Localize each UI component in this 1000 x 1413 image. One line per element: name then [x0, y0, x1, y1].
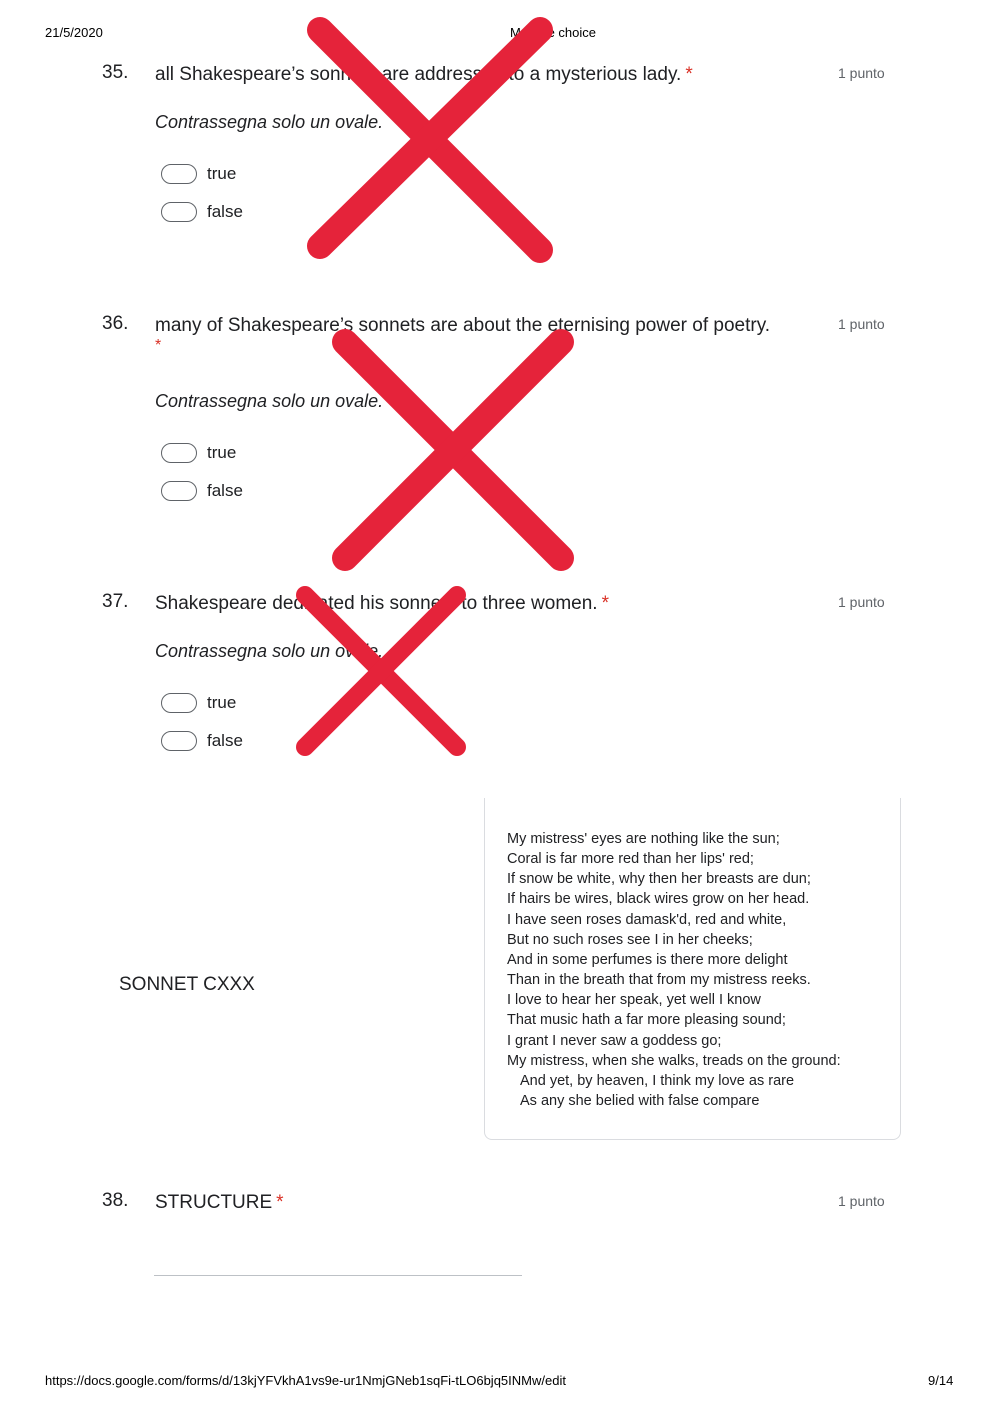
poem-line: Than in the breath that from my mistress reeks. — [507, 972, 811, 989]
cross-stroke — [305, 595, 457, 747]
cross-mark-37 — [305, 595, 457, 747]
poem-text — [507, 829, 841, 1111]
question-number: 37. — [102, 591, 129, 612]
radio-oval[interactable] — [161, 693, 197, 713]
question-points: 1 punto — [838, 65, 885, 81]
option-label: true — [207, 693, 237, 712]
question-hint: Contrassegna solo un ovale. — [155, 391, 384, 411]
cross-mark-36 — [345, 342, 561, 558]
print-date: 21/5/2020 — [45, 25, 103, 40]
form-title: Multiple choice — [510, 25, 596, 40]
poem-line: And in some perfumes is there more delight — [507, 951, 788, 968]
cross-stroke — [305, 595, 457, 747]
question-hint: Contrassegna solo un ovale. — [155, 641, 384, 661]
question-number: 38. — [102, 1190, 129, 1211]
option-label: true — [207, 443, 237, 462]
required-marker: * — [601, 593, 609, 614]
answer-input-line[interactable] — [154, 1275, 522, 1276]
poem-line: And yet, by heaven, I think my love as rare — [520, 1072, 795, 1089]
question-points: 1 punto — [838, 594, 885, 610]
required-marker: * — [685, 64, 693, 85]
radio-oval[interactable] — [161, 481, 197, 501]
poem-card — [484, 798, 901, 1140]
question-number: 36. — [102, 313, 129, 334]
option-label: false — [207, 202, 243, 221]
question-text: STRUCTURE * — [155, 1192, 284, 1213]
poem-line: My mistress, when she walks, treads on the ground: — [507, 1052, 841, 1069]
poem-line: Coral is far more red than her lips' red; — [507, 851, 754, 868]
poem-line: But no such roses see I in her cheeks; — [507, 931, 753, 948]
poem-line: As any she belied with false compare — [520, 1093, 760, 1110]
page-number: 9/14 — [928, 1373, 954, 1388]
poem-line: I love to hear her speak, yet well I know — [507, 992, 761, 1009]
question-hint: Contrassegna solo un ovale. — [155, 112, 384, 132]
poem-line: That music hath a far more pleasing sound; — [507, 1012, 786, 1029]
radio-oval[interactable] — [161, 731, 197, 751]
footer-url: https://docs.google.com/forms/d/13kjYFVkhA1vs9e-ur1NmjGNeb1sqFi-tLO6bjq5INMw/edit — [45, 1373, 566, 1388]
question-number: 35. — [102, 62, 129, 83]
radio-oval[interactable] — [161, 443, 197, 463]
required-marker: * — [155, 337, 162, 354]
radio-oval[interactable] — [161, 202, 197, 222]
cross-stroke — [345, 342, 561, 558]
question-text: all Shakespeare’s sonnets are addressed to a mysterious lady. * — [155, 64, 693, 85]
question-text: Shakespeare dedicated his sonnets to three women. * — [155, 593, 609, 614]
poem-line: If hairs be wires, black wires grow on her head. — [507, 891, 810, 908]
question-points: 1 punto — [838, 316, 885, 332]
option-label: true — [207, 164, 237, 183]
poem-line: If snow be white, why then her breasts are dun; — [507, 871, 811, 888]
question-points: 1 punto — [838, 1193, 885, 1209]
poem-line: My mistress' eyes are nothing like the sun; — [507, 831, 780, 847]
poem-line: I have seen roses damask'd, red and white, — [507, 911, 787, 928]
question-text: many of Shakespeare’s sonnets are about the eternising power of poetry. — [155, 315, 771, 336]
radio-oval[interactable] — [161, 164, 197, 184]
poem-line: I grant I never saw a goddess go; — [507, 1032, 722, 1049]
sonnet-title: SONNET CXXX — [119, 974, 255, 995]
option-label: false — [207, 481, 243, 500]
option-label: false — [207, 731, 243, 750]
cross-stroke — [345, 342, 561, 558]
required-marker: * — [276, 1192, 284, 1213]
